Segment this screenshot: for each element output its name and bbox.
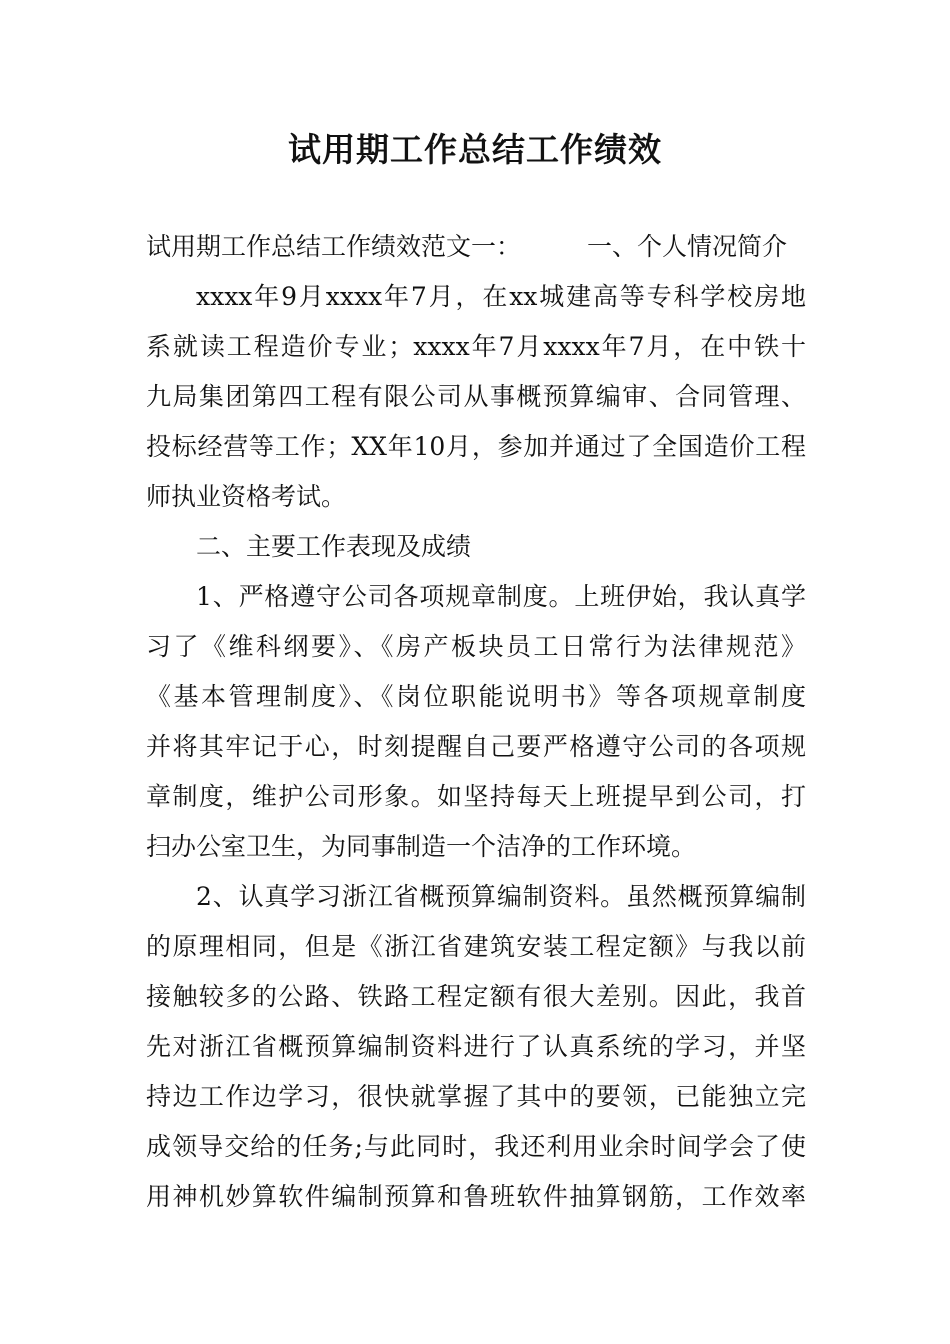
paragraph-line: 《基本管理制度》、《岗位职能说明书》等各项规章制度: [146, 682, 806, 711]
paragraph-line: 习了《维科纲要》、《房产板块员工日常行为法律规范》: [146, 632, 806, 661]
paragraph-line: 章制度，维护公司形象。如坚持每天上班提早到公司，打: [146, 782, 806, 811]
paragraph-line: 用神机妙算软件编制预算和鲁班软件抽算钢筋，工作效率: [146, 1182, 806, 1211]
paragraph-line: 的原理相同，但是《浙江省建筑安装工程定额》与我以前: [146, 932, 806, 961]
document-title: 试用期工作总结工作绩效: [288, 130, 662, 169]
paragraph-line: 系就读工程造价专业；xxxx年7月xxxx年7月，在中铁十: [146, 332, 806, 361]
section-heading-2: 二、主要工作表现及成绩: [196, 532, 472, 561]
intro-left-text: 试用期工作总结工作绩效范文一：: [146, 232, 522, 261]
paragraph-line: xxxx年9月xxxx年7月，在xx城建高等专科学校房地: [196, 282, 806, 311]
paragraph-line: 接触较多的公路、铁路工程定额有很大差别。因此，我首: [146, 982, 806, 1011]
paragraph-line: 2、认真学习浙江省概预算编制资料。虽然概预算编制: [196, 882, 806, 911]
paragraph-line: 1、严格遵守公司各项规章制度。上班伊始，我认真学: [196, 582, 806, 611]
intro-line: [146, 222, 806, 272]
paragraph-line: 持边工作边学习，很快就掌握了其中的要领，已能独立完: [146, 1082, 806, 1111]
document-body: [146, 222, 806, 1222]
paragraph-line: 扫办公室卫生，为同事制造一个洁净的工作环境。: [146, 832, 697, 861]
paragraph-line: 并将其牢记于心，时刻提醒自己要严格遵守公司的各项规: [146, 732, 806, 761]
paragraph-line: 投标经营等工作；XX年10月，参加并通过了全国造价工程: [146, 432, 806, 461]
paragraph-line: 成领导交给的任务;与此同时，我还利用业余时间学会了使: [146, 1132, 806, 1161]
paragraph-line: 师执业资格考试。: [146, 482, 347, 511]
paragraph-line: 先对浙江省概预算编制资料进行了认真系统的学习，并坚: [146, 1032, 806, 1061]
section-heading-1: 一、个人情况简介: [587, 232, 788, 261]
paragraph-line: 九局集团第四工程有限公司从事概预算编审、合同管理、: [146, 382, 806, 411]
